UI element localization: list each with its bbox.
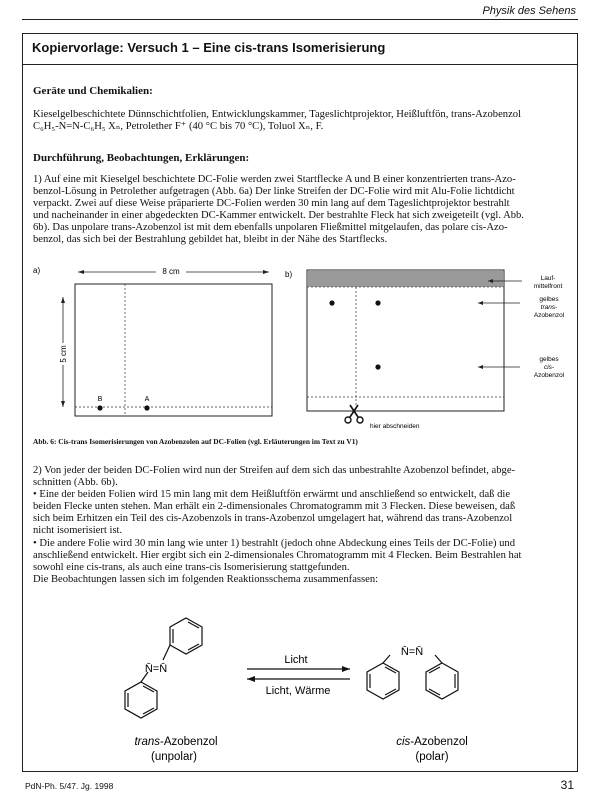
text-line: nicht isomerisiert ist. xyxy=(33,525,123,537)
text-line: sowohl eine cis-trans, als auch eine trans-cis Isomerisierung stattgefunden. xyxy=(33,561,350,573)
arrow-label-light: Licht xyxy=(284,654,308,666)
arrowhead-right-icon xyxy=(263,270,269,274)
header-rule xyxy=(22,19,578,20)
cis-name: -Azobenzol xyxy=(410,736,468,748)
spot-cis-azobenzene xyxy=(375,364,380,369)
cis-azo-group: N̄=N̄ xyxy=(400,646,424,658)
figure-label-b: b) xyxy=(285,270,293,279)
trans-name: -Azobenzol xyxy=(160,736,218,748)
text-line: benzol, das sich bei der Bestrahlung gebildet hat, bleibt in der Nähe des Startflecks. xyxy=(33,234,388,246)
lauf-label-1: Lauf- xyxy=(540,275,556,282)
trans-azo-group: N̄=N̄ xyxy=(144,663,168,675)
cis-polarity: (polar) xyxy=(415,751,449,763)
pointer-arrowhead-icon xyxy=(478,365,483,369)
spot-trans-azobenzene xyxy=(375,300,380,305)
text-line: 2) Von jeder der beiden DC-Folien wird nun der Streifen auf dem sich das unbestrahlte Azobenzol befindet, abge- xyxy=(33,465,516,476)
text-line: 6b). Das unpolare trans-Azobenzol ist mit dem ebenfalls unpolaren Fließmittel mitgelaufen, das polare cis-Azo- xyxy=(33,222,508,234)
text-line: anschließend entwickelt. Hier ergibt sich ein 2-dimensionales Chromatogramm mit 4 Flecken. Beim Bestrahlen hat xyxy=(33,549,522,561)
reaction-scheme xyxy=(22,600,578,772)
text-line: verpackt. Zwei auf diese Weise präparierte DC-Folien werden 30 min lang auf dem Tageslichtprojektor bestrahlt xyxy=(33,198,510,210)
forward-arrowhead-icon xyxy=(342,666,350,672)
cis-azobenzene-structure xyxy=(367,655,458,699)
geraete-line: C₆H₅-N=N-C₆H₅ Xₙ, Petrolether F⁺ (40 °C bis 70 °C), Toluol Xₙ, F. xyxy=(33,121,324,133)
cut-here-label: hier abschneiden xyxy=(370,423,420,430)
title-divider xyxy=(22,64,578,65)
reverse-arrowhead-icon xyxy=(247,676,255,682)
durchfuehrung-heading: Durchführung, Beobachtungen, Erklärungen: xyxy=(33,152,250,164)
trans-label-2: trans- xyxy=(540,304,558,311)
spot-unirradiated xyxy=(329,300,334,305)
text-line: • Eine der beiden Folien wird 15 min lang mit dem Heißluftfön erwärmt und anschließend so entwickelt, daß die xyxy=(33,489,511,501)
running-title: Physik des Sehens xyxy=(482,5,576,17)
scissors-icon xyxy=(345,405,363,423)
page-footer xyxy=(0,776,600,800)
cis-azobenzene-label xyxy=(396,736,468,748)
arrowhead-left-icon xyxy=(78,270,84,274)
height-label: 5 cm xyxy=(59,345,68,363)
text-line: schnitten (Abb. 6b). xyxy=(33,477,118,489)
arrowhead-down-icon xyxy=(61,401,65,407)
paragraph-1 xyxy=(33,174,573,247)
cis-label-3: Azobenzol xyxy=(533,372,565,379)
cis-prefix: cis xyxy=(396,736,411,748)
spot-a xyxy=(144,405,149,410)
width-label: 8 cm xyxy=(162,267,180,276)
cis-label-1: gelbes xyxy=(539,356,559,363)
text-line: • Die andere Folie wird 30 min lang wie unter 1) bestrahlt (jedoch ohne Abdeckung eines Teils der DC-Folie) und xyxy=(33,537,516,549)
text-line: 1) Auf eine mit Kieselgel beschichtete DC-Folie werden zwei Startflecke A und B einer konzentrierten trans-Azo- xyxy=(33,174,516,185)
paragraph-2 xyxy=(33,465,573,586)
running-header xyxy=(0,0,600,26)
figure-caption: Abb. 6: Cis-trans Isomerisierungen von Azobenzolen auf DC-Folien (vgl. Erläuterungen im Text zu V1) xyxy=(33,437,358,446)
page-number: 31 xyxy=(560,778,574,792)
geraete-heading: Geräte und Chemikalien: xyxy=(33,85,153,97)
text-line: Die Beobachtungen lassen sich im folgenden Reaktionsschema zusammenfassen: xyxy=(33,573,379,585)
text-line: sich beim Erhitzen ein Teil des cis-Azobenzols in trans-Azobenzol umgelagert hat, während das trans-Azobenzol xyxy=(33,513,513,525)
text-line: benzol-Lösung in Petrolether aufgetragen (Abb. 6a) Der linke Streifen der DC-Folie wird mit Alu-Folie lichtdicht xyxy=(33,186,515,198)
page-title: Kopiervorlage: Versuch 1 – Eine cis-trans Isomerisierung xyxy=(32,40,386,55)
text-line: und nacheinander in einer abgedeckten DC-Kammer entwickelt. Der bestrahlte Fleck hat sich zweigeteilt (vgl. Abb. xyxy=(33,210,524,222)
figure-label-a: a) xyxy=(33,266,41,275)
geraete-text xyxy=(33,109,573,133)
cis-label-2: cis- xyxy=(543,364,555,371)
arrow-label-light-heat: Licht, Wärme xyxy=(265,685,331,697)
plate-b xyxy=(307,270,504,411)
geraete-line: Kieselgelbeschichtete Dünnschichtfolien, Entwicklungskammer, Tageslichtprojektor, Heißluftfön, trans-Azobenzol xyxy=(33,109,522,120)
trans-polarity: (unpolar) xyxy=(150,751,198,763)
text-line: beiden Flecke unten stehen. Man erhält ein 2-dimensionales Chromatogramm mit 3 Flecken. Diese beweisen, daß xyxy=(33,501,516,513)
pointer-arrowhead-icon xyxy=(478,301,483,305)
journal-citation: PdN-Ph. 5/47. Jg. 1998 xyxy=(25,781,114,791)
solvent-front-band xyxy=(308,271,503,287)
trans-label-1: gelbes xyxy=(539,296,559,303)
figure-6-tlc-plates xyxy=(22,260,578,450)
spot-b xyxy=(97,405,102,410)
spot-b-label: B xyxy=(97,396,103,403)
trans-azobenzene-label xyxy=(134,736,217,748)
plate-a xyxy=(75,284,272,416)
spot-a-label: A xyxy=(144,396,150,403)
arrowhead-up-icon xyxy=(61,297,65,303)
trans-prefix: trans xyxy=(134,736,161,748)
lauf-label-2: mittelfront xyxy=(533,283,563,290)
trans-label-3: Azobenzol xyxy=(533,312,565,319)
